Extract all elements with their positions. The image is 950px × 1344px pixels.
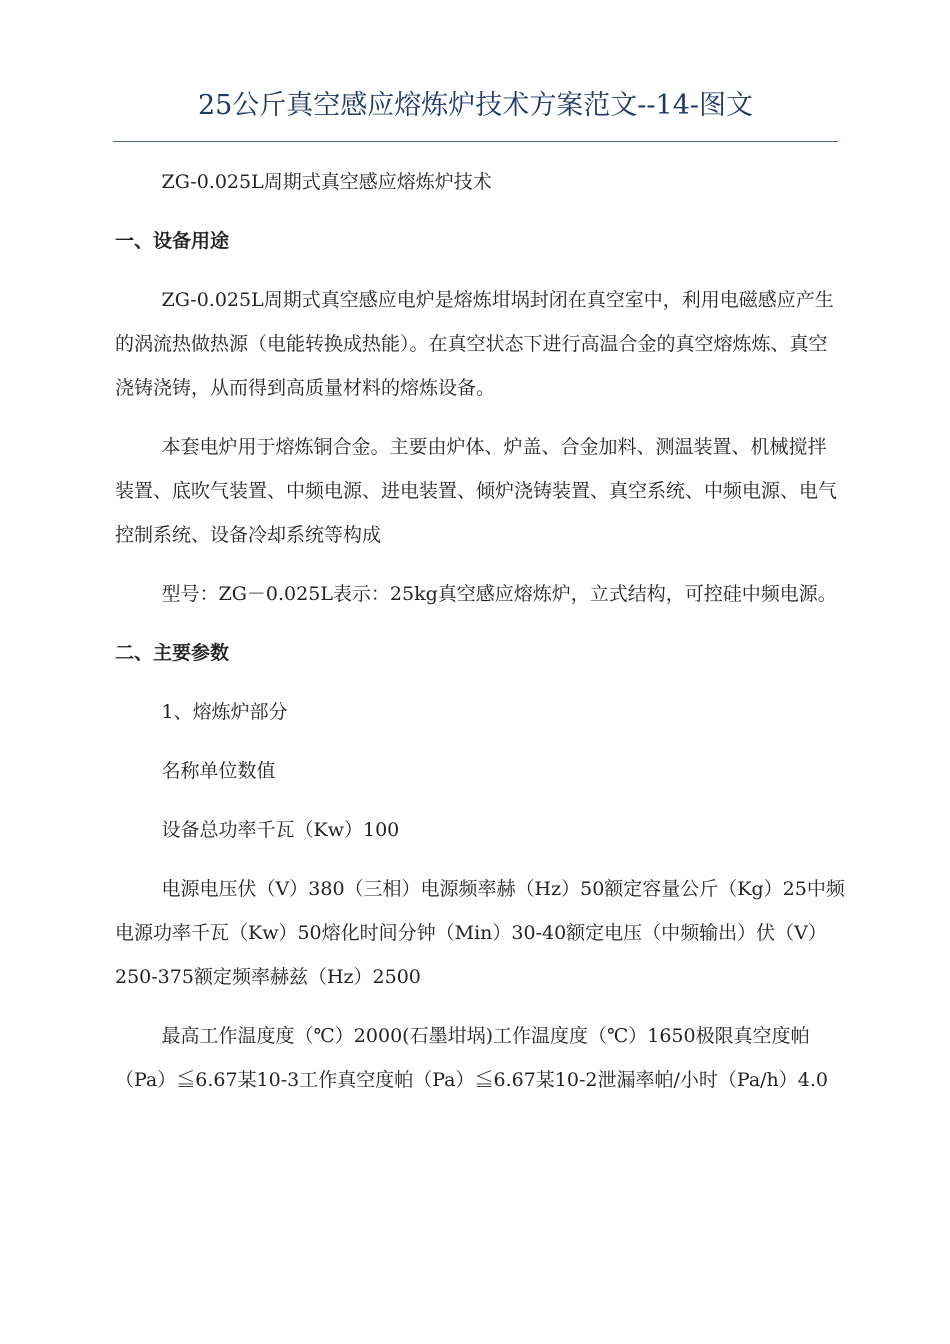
paragraph: 本套电炉用于熔炼铜合金。主要由炉体、炉盖、合金加料、测温装置、机械搅拌装置、底吹气装置、中频电源、进电装置、倾炉浇铸装置、真空系统、中频电源、电气控制系统、设备冷却系统等构成	[115, 436, 838, 546]
document-subtitle: ZG-0.025L周期式真空感应熔炼炉技术	[161, 171, 492, 193]
section-heading-parameters: 二、主要参数	[115, 642, 230, 664]
paragraph: ZG-0.025L周期式真空感应电炉是熔炼坩埚封闭在真空室中，利用电磁感应产生的涡流热做热源（电能转换成热能）。在真空状态下进行高温合金的真空熔炼炼、真空浇铸浇铸，从而得到高质量材料的熔炼设备。	[115, 289, 834, 399]
document-body	[115, 160, 845, 1117]
paragraph: 设备总功率千瓦（Kw）100	[161, 819, 400, 841]
paragraph: 名称单位数值	[161, 760, 276, 782]
document-title: 25公斤真空感应熔炼炉技术方案范文--14-图文	[197, 90, 754, 121]
title-divider	[113, 141, 838, 142]
section-heading-usage: 一、设备用途	[115, 230, 230, 252]
paragraph: 1、熔炼炉部分	[161, 701, 288, 723]
paragraph: 型号：ZG－0.025L表示：25kg真空感应熔炼炉，立式结构，可控硅中频电源。	[161, 583, 837, 605]
paragraph: 电源电压伏（V）380（三相）电源频率赫（Hz）50额定容量公斤（Kg）25中频电源功率千瓦（Kw）50熔化时间分钟（Min）30-40额定电压（中频输出）伏（V）250-375额定频率赫兹（Hz）2500	[115, 878, 845, 988]
paragraph: 最高工作温度度（℃）2000(石墨坩埚)工作温度度（℃）1650极限真空度帕（Pa）≦6.67某10-3工作真空度帕（Pa）≦6.67某10-2泄漏率帕/小时（Pa/h）4.0	[115, 1025, 829, 1091]
